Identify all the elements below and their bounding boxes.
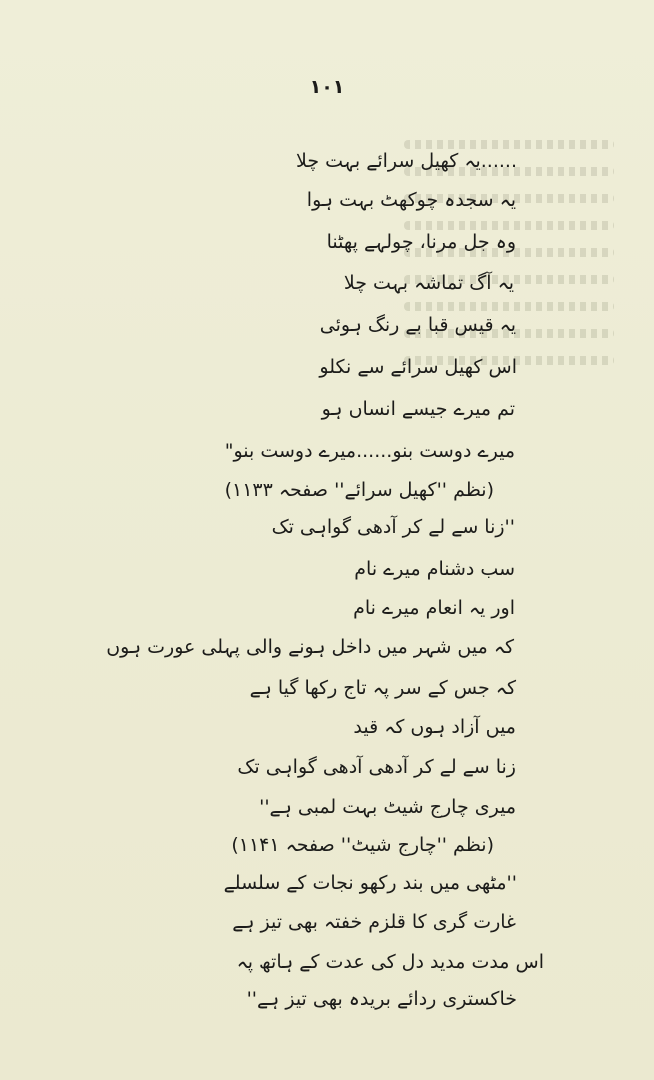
poem-line: اس کھیل سرائے سے نکلو bbox=[319, 356, 517, 378]
poem-line: میری چارج شیٹ بہت لمبی ہے'' bbox=[259, 796, 516, 818]
poem-line: یہ قیس قبا بے رنگ ہوئی bbox=[319, 314, 516, 336]
poem-line: تم میرے جیسے انساں ہو bbox=[321, 398, 515, 420]
poem-line: کہ جس کے سر پہ تاج رکھا گیا ہے bbox=[249, 677, 516, 699]
poem-line: خاکستری ردائے بریدہ بھی تیز ہے'' bbox=[246, 988, 517, 1010]
poem-line: یہ آگ تماشہ بہت چلا bbox=[343, 272, 514, 294]
poem-line: میں آزاد ہوں کہ قید bbox=[353, 716, 516, 738]
citation: (نظم ''کھیل سرائے'' صفحہ ۱۱۳۳) bbox=[224, 479, 494, 501]
poem-line: ''زنا سے لے کر آدھی گواہی تک bbox=[271, 516, 515, 538]
poem-line: ......یہ کھیل سرائے بہت چلا bbox=[295, 150, 517, 172]
poem-line: یہ سجدہ چوکھٹ بہت ہوا bbox=[306, 189, 516, 211]
poem-line: میرے دوست بنو......میرے دوست بنو" bbox=[224, 440, 515, 462]
poem-line: کہ میں شہر میں داخل ہونے والی پہلی عورت ہوں bbox=[106, 636, 514, 658]
page-number: ۱۰۱ bbox=[309, 76, 345, 98]
poem-line: زنا سے لے کر آدھی آدھی گواہی تک bbox=[237, 756, 516, 778]
poem-line: غارت گری کا قلزم خفتہ بھی تیز ہے bbox=[232, 911, 516, 933]
poem-line: سب دشنام میرے نام bbox=[354, 558, 515, 580]
citation: (نظم ''چارج شیٹ'' صفحہ ۱۱۴۱) bbox=[231, 834, 494, 856]
poem-line: اور یہ انعام میرے نام bbox=[353, 597, 515, 619]
poem-line: اس مدت مدید دل کی عدت کے ہاتھ پہ bbox=[236, 951, 544, 973]
poem-line: وہ جل مرنا، چولہے پھٹنا bbox=[326, 231, 516, 253]
poem-line: ''مٹھی میں بند رکھو نجات کے سلسلے bbox=[223, 872, 517, 894]
